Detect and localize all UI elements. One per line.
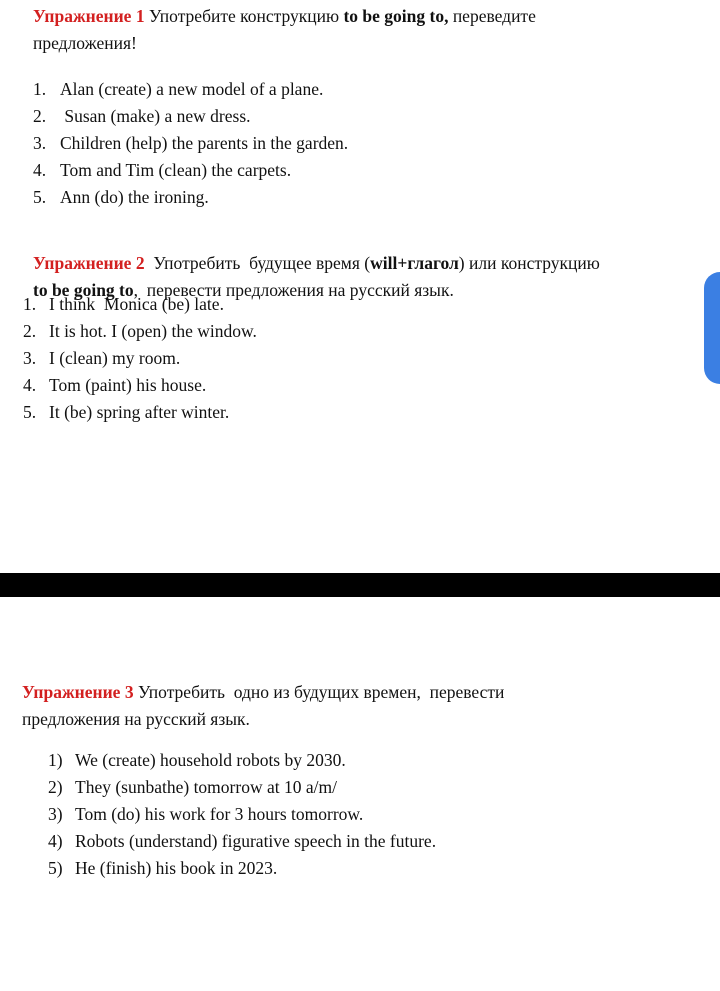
exercise-3-title: Упражнение 3 — [22, 682, 134, 702]
item-text: Tom (paint) his house. — [49, 375, 207, 395]
exercise-1-heading-line2: предложения! — [33, 33, 137, 53]
list-item — [48, 774, 436, 801]
list-item — [23, 345, 257, 372]
exercise-2-instruction: Употребить будущее время ( — [144, 253, 371, 273]
list-item — [33, 184, 713, 211]
item-number: 5) — [48, 858, 63, 878]
exercise-2-instruction-mid: ) или конструкцию — [458, 253, 600, 273]
item-text: It (be) spring after winter. — [49, 402, 230, 422]
item-text: I think Monica (be) late. — [49, 294, 224, 314]
list-item — [23, 318, 257, 345]
item-text: We (create) household robots by 2030. — [75, 750, 346, 770]
item-number: 3) — [48, 804, 63, 824]
exercise-3 — [22, 679, 702, 733]
item-text: Susan (make) a new dress. — [60, 106, 251, 126]
exercise-2-will-verb: will+глагол — [370, 253, 459, 273]
exercise-3-heading — [22, 679, 702, 706]
list-item — [48, 747, 436, 774]
list-item — [23, 399, 257, 426]
exercise-1-title: Упражнение 1 — [33, 6, 145, 26]
item-text: Alan (create) a new model of a plane. — [60, 79, 324, 99]
exercise-2-heading — [33, 223, 718, 277]
exercise-3-heading-line2: предложения на русский язык. — [22, 709, 250, 729]
item-number: 4) — [48, 831, 63, 851]
exercise-1-instruction: Употребите конструкцию — [144, 6, 344, 26]
item-number: 4. — [33, 160, 47, 180]
item-number: 1. — [23, 294, 37, 314]
list-item — [23, 291, 257, 318]
item-text: Tom and Tim (clean) the carpets. — [60, 160, 292, 180]
item-text: He (finish) his book in 2023. — [75, 858, 278, 878]
page-divider — [0, 573, 720, 597]
list-item — [23, 372, 257, 399]
exercise-1-heading — [33, 3, 713, 30]
item-text: It is hot. I (open) the window. — [49, 321, 257, 341]
list-item — [33, 103, 713, 130]
item-number: 2. — [23, 321, 37, 341]
item-text: Tom (do) his work for 3 hours tomorrow. — [75, 804, 364, 824]
item-number: 1) — [48, 750, 63, 770]
exercise-2-list — [23, 291, 257, 426]
list-item — [48, 801, 436, 828]
item-number: 1. — [33, 79, 47, 99]
item-number: 3. — [33, 133, 47, 153]
item-text: They (sunbathe) tomorrow at 10 a/m/ — [75, 777, 337, 797]
item-number: 5. — [33, 187, 47, 207]
exercise-2-title: Упражнение 2 — [33, 253, 145, 273]
exercise-2-instruction-end: , перевести предложения на русский язык. — [133, 280, 454, 300]
exercise-1-instruction-end: переведите — [448, 6, 536, 26]
item-number: 4. — [23, 375, 37, 395]
list-item — [48, 855, 436, 882]
list-item — [33, 130, 713, 157]
side-panel-tab[interactable] — [704, 272, 720, 384]
item-text: Robots (understand) figurative speech in the future. — [75, 831, 437, 851]
list-item — [33, 157, 713, 184]
exercise-1-list — [33, 76, 713, 211]
item-number: 3. — [23, 348, 37, 368]
exercise-1 — [33, 3, 713, 211]
item-number: 5. — [23, 402, 37, 422]
exercise-2-construction: to be going to — [33, 280, 134, 300]
list-item — [48, 828, 436, 855]
item-text: I (clean) my room. — [49, 348, 181, 368]
item-text: Children (help) the parents in the garden. — [60, 133, 349, 153]
item-number: 2) — [48, 777, 63, 797]
list-item — [33, 76, 713, 103]
exercise-3-list — [48, 747, 436, 882]
item-text: Ann (do) the ironing. — [60, 187, 209, 207]
exercise-1-construction: to be going to, — [343, 6, 449, 26]
item-number: 2. — [33, 106, 47, 126]
exercise-3-instruction: Употребить одно из будущих времен, перевести — [133, 682, 505, 702]
